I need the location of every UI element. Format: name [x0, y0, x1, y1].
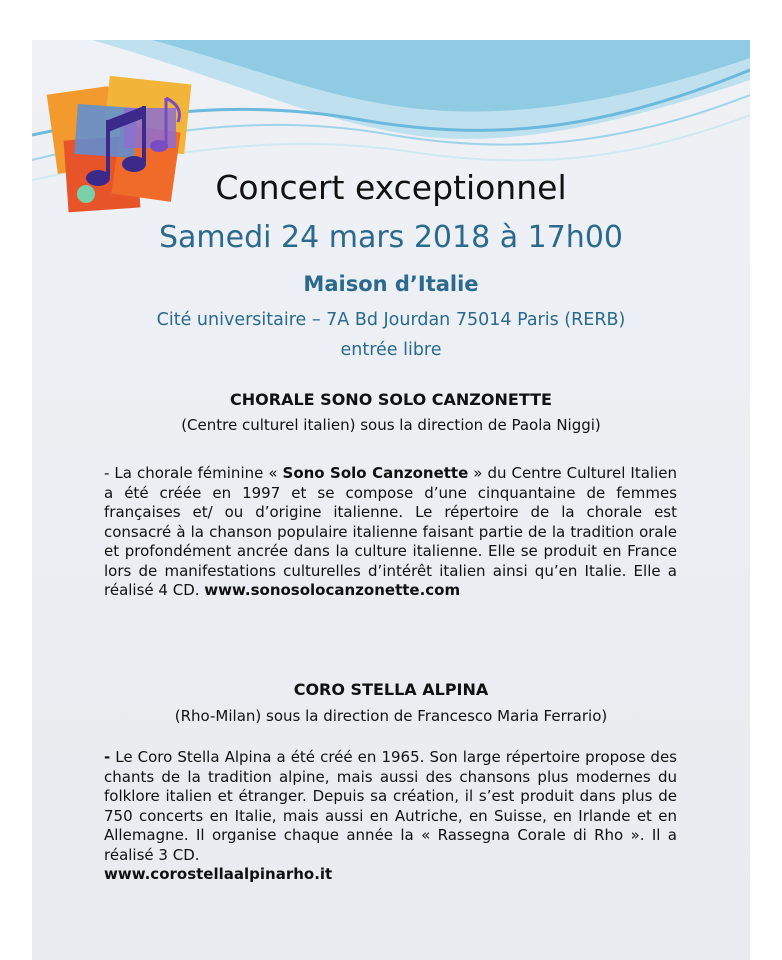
choir1-text-before: - La chorale féminine «	[104, 464, 283, 482]
choir2-text: Le Coro Stella Alpina a été créé en 1965. Son large répertoire propose des chants de la tradition alpine, mais aussi des chansons plus modernes du folklore italien et étranger. Depuis sa création, il s’est produit dans plus de 750 concerts en Italie, mais aussi en Autriche, en Suisse, en Irlande et en Allemagne. Il organise chaque année la « Rassegna Corale di Rho ». Il a réalisé 3 CD.	[104, 748, 677, 864]
choir2-dash: -	[104, 748, 111, 766]
event-admission: entrée libre	[340, 340, 442, 360]
choir1-website-link[interactable]: www.sonosolocanzonette.com	[204, 581, 461, 599]
choir2-description	[104, 748, 677, 885]
choir2-name: CORO STELLA ALPINA	[293, 680, 489, 699]
event-date: Samedi 24 mars 2018 à 17h00	[158, 220, 623, 255]
choir1-direction: (Centre culturel italien) sous la direction de Paola Niggi)	[181, 416, 601, 434]
event-venue: Maison d’Italie	[303, 272, 479, 296]
choir1-description	[104, 464, 677, 601]
choir2-website-link[interactable]: www.corostellaalpinarho.it	[104, 865, 333, 883]
choir2-direction: (Rho-Milan) sous la direction de Francesco Maria Ferrario)	[174, 707, 608, 725]
flyer	[32, 40, 750, 960]
choir1-highlight: Sono Solo Canzonette	[282, 464, 469, 482]
event-address: Cité universitaire – 7A Bd Jourdan 75014 Paris (RERB)	[156, 310, 626, 330]
choir1-text-after: » du Centre Culturel Italien a été créée en 1997 et se compose d’une cinquantaine de femmes françaises et/ ou d’origine italienne. Le répertoire de la chorale est consacré à la chanson populaire italienne faisant partie de la tradition orale et profondément ancrée dans la culture italienne. Elle se produit en France lors de manifestations culturelles d’intérêt italien ainsi qu’en Italie. Elle a réalisé 4 CD.	[104, 464, 677, 599]
event-title: Concert exceptionnel	[215, 168, 567, 207]
choir1-name: CHORALE SONO SOLO CANZONETTE	[230, 390, 552, 409]
